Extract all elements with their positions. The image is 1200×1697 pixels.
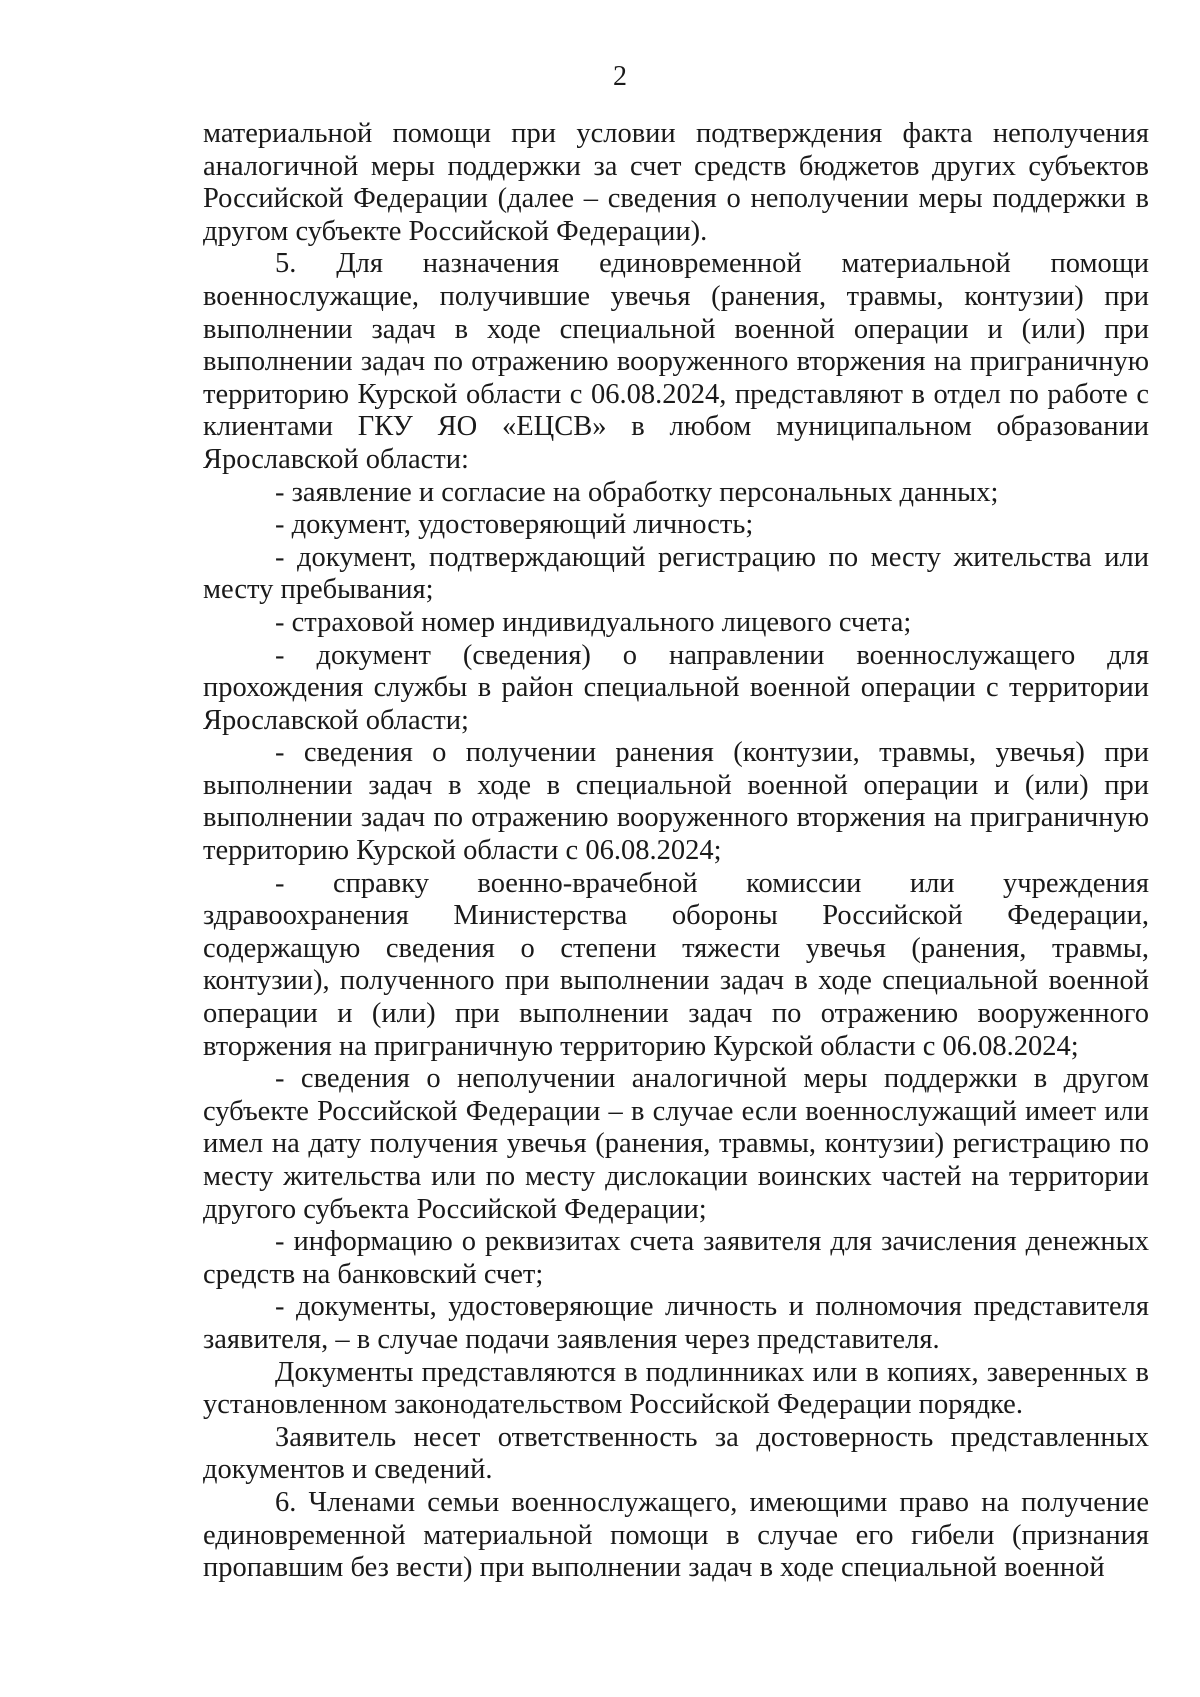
paragraph: Документы представляются в подлинниках или в копиях, заверенных в установленном законодательством Российской Федерации порядке. xyxy=(203,1356,1149,1421)
paragraph: - сведения о неполучении аналогичной меры поддержки в другом субъекте Российской Федерации – в случае если военнослужащий имеет или имел на дату получения увечья (ранения, травмы, контузии) регистрацию по месту жительства или по месту дислокации воинских частей на территории другого субъекта Российской Федерации; xyxy=(203,1063,1149,1225)
paragraph: - документ, удостоверяющий личность; xyxy=(275,509,754,541)
paragraph: - документ, подтверждающий регистрацию по месту жительства или месту пребывания; xyxy=(203,541,1149,606)
paragraph: материальной помощи при условии подтверждения факта неполучения аналогичной меры поддержки за счет средств бюджетов других субъектов Российской Федерации (далее – сведения о неполучении меры поддержки в другом субъекте Российской Федерации). xyxy=(203,118,1149,247)
paragraph: 5. Для назначения единовременной материальной помощи военнослужащие, получившие увечья (ранения, травмы, контузии) при выполнении задач в ходе специальной военной операции и (или) при выполнении задач по отражению вооруженного вторжения на приграничную территорию Курской области с 06.08.2024, представляют в отдел по работе с клиентами ГКУ ЯО «ЕЦСВ» в любом муниципальном образовании Ярославской области: xyxy=(203,248,1149,475)
paragraph: - документ (сведения) о направлении военнослужащего для прохождения службы в район специальной военной операции с территории Ярославской области; xyxy=(203,639,1149,736)
document-body xyxy=(203,118,1149,1585)
page-number: 2 xyxy=(613,61,627,92)
paragraph: - заявление и согласие на обработку персональных данных; xyxy=(275,476,999,508)
paragraph: Заявитель несет ответственность за достоверность представленных документов и сведений. xyxy=(203,1421,1149,1486)
paragraph: 6. Членами семьи военнослужащего, имеющими право на получение единовременной материальной помощи в случае его гибели (признания пропавшим без вести) при выполнении задач в ходе специальной военной xyxy=(203,1486,1149,1584)
paragraph: - справку военно-врачебной комиссии или учреждения здравоохранения Министерства обороны Российской Федерации, содержащую сведения о степени тяжести увечья (ранения, травмы, контузии), полученного при выполнении задач в ходе специальной военной операции и (или) при выполнении задач по отражению вооруженного вторжения на приграничную территорию Курской области с 06.08.2024; xyxy=(203,867,1149,1062)
paragraph: - документы, удостоверяющие личность и полномочия представителя заявителя, – в случае подачи заявления через представителя. xyxy=(203,1291,1149,1355)
paragraph: - сведения о получении ранения (контузии, травмы, увечья) при выполнении задач в ходе в специальной военной операции и (или) при выполнении задач по отражению вооруженного вторжения на приграничную территорию Курской области с 06.08.2024; xyxy=(203,737,1149,867)
paragraph: - информацию о реквизитах счета заявителя для зачисления денежных средств на банковский счет; xyxy=(203,1226,1149,1290)
paragraph: - страховой номер индивидуального лицевого счета; xyxy=(275,606,912,638)
